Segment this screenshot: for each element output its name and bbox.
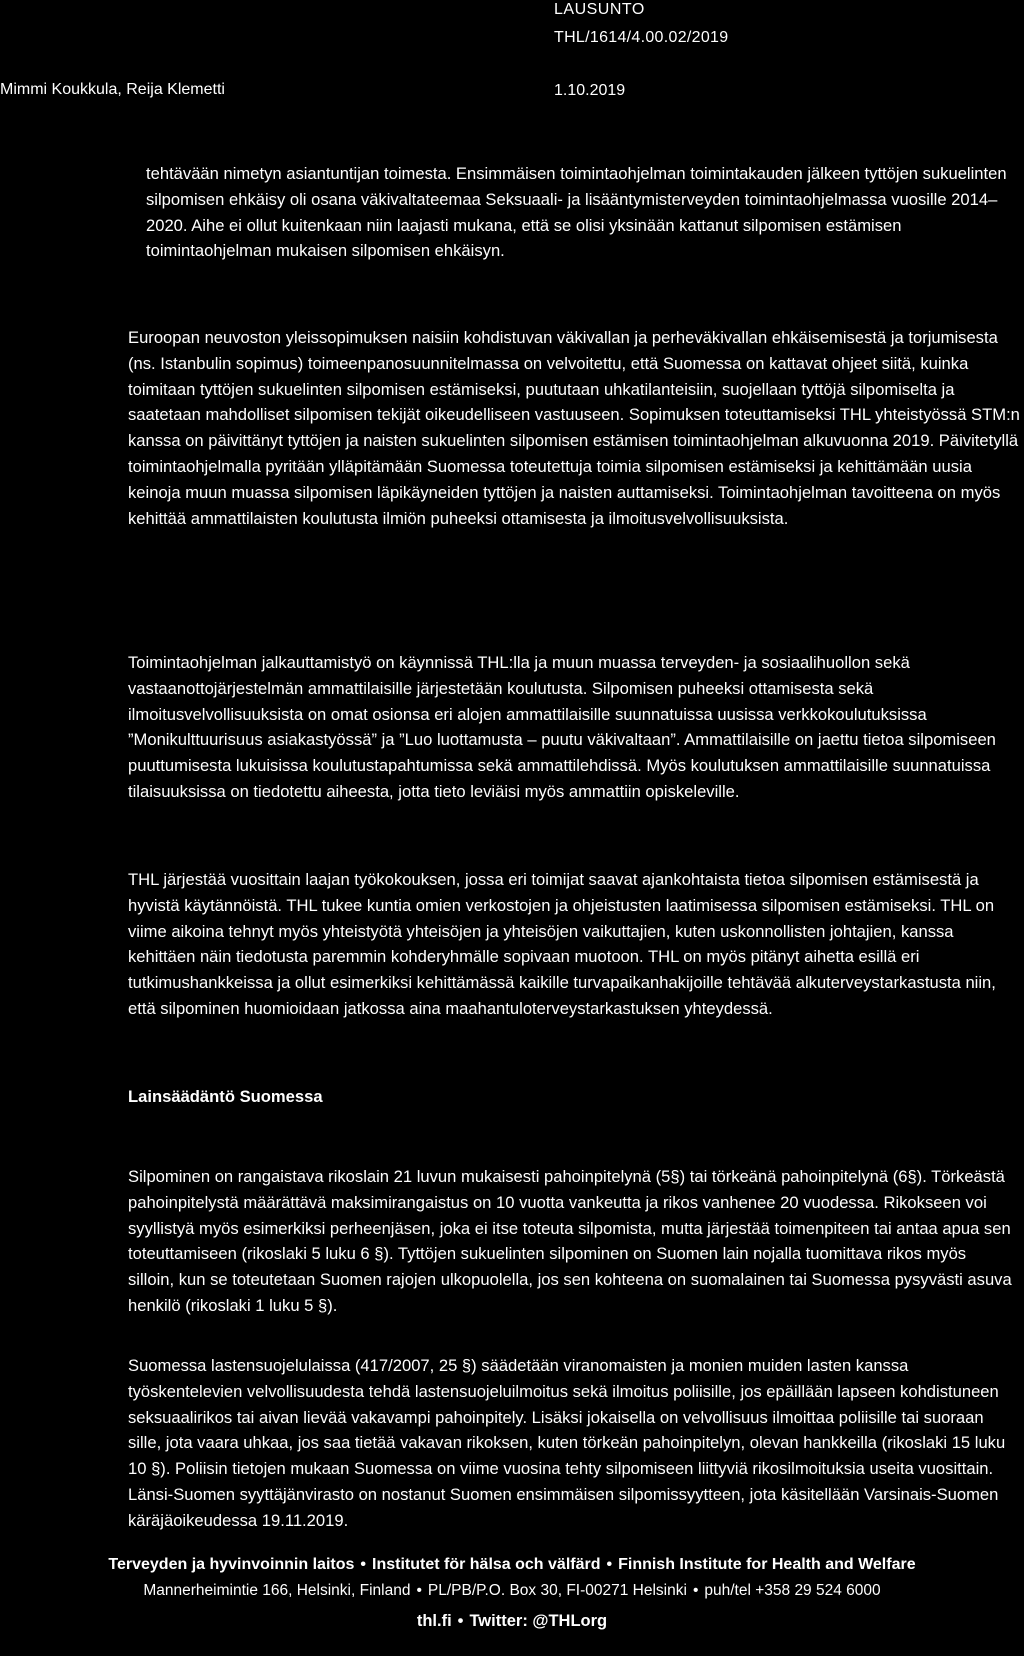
- separator: •: [457, 1612, 464, 1630]
- twitter-link[interactable]: Twitter: @THLorg: [469, 1612, 608, 1630]
- footer-web: [0, 1609, 1024, 1633]
- org-name-en: Finnish Institute for Health and Welfare: [618, 1556, 916, 1573]
- paragraph-text: Euroopan neuvoston yleissopimuksen naisiin kohdistuvan väkivallan ja perheväkivallan ehkäisemisestä ja torjumisesta (ns. Istanbulin sopimus) toimeenpanosuunnitelmassa on velvoitettu, että Suomessa on kattavat ohjeet siitä, kuinka toimitaan tyttöjen sukuelinten silpomisen estämiseksi, puututaan uhkatilanteisiin, suojellaan tyttöjä silpomiselta ja saatetaan mahdolliset silpomisen tekijät oikeudelliseen vastuuseen. Sopimuksen toteuttamiseksi THL yhteistyössä STM:n kanssa on päivittänyt tyttöjen ja naisten sukuelinten silpomisen estämisen toimintaohjelman alkuvuonna 2019. Päivitetyllä toimintaohjelmalla pyritään ylläpitämään Suomessa toteutettuja toimia silpomisen estämiseksi ja kehittämään uusia keinoja muun muassa silpomisen läpikäyneiden tyttöjen ja naisten auttamiseksi. Toimintaohjelman tavoitteena on myös kehittää ammattilaisten koulutusta ilmiön puheeksi ottamisesta ja ilmoitusvelvollisuuksista.: [128, 328, 1020, 528]
- body-paragraph: [146, 161, 1014, 264]
- paragraph-text: THL järjestää vuosittain laajan työkokouksen, jossa eri toimijat saavat ajankohtaista tietoa silpomisen estämisestä ja hyvistä käytännöistä. THL tukee kuntia omien verkostojen ja ohjeistusten laatimisessa silpomisen estämiseksi. THL on viime aikoina tehnyt myös yhteistyötä yhteisöjen ja yhteisöjen vaikuttajien, kuten uskonnollisten johtajien, kanssa kehittäen näin tiedotusta paremmin kohderyhmälle sopivaan muotoon. THL on myös pitänyt aihetta esillä eri tutkimushankkeissa ja ollut esimerkiksi kehittämässä kaikille turvapaikanhakijoille tehtävää alkuterveystarkastusta niin, että silpominen huomioidaan jatkossa aina maahantuloterveystarkastuksen yhteydessä.: [128, 870, 996, 1018]
- phone-number: puh/tel +358 29 524 6000: [704, 1582, 881, 1599]
- separator: •: [692, 1582, 699, 1599]
- street-address: Mannerheimintie 166, Helsinki, Finland: [143, 1582, 411, 1599]
- body-paragraph: [128, 650, 1020, 805]
- section-heading: Lainsäädäntö Suomessa: [128, 1087, 323, 1106]
- body-paragraph: [128, 325, 1024, 531]
- paragraph-text: Suomessa lastensuojelulaissa (417/2007, 25 §) säädetään viranomaisten ja monien muiden lasten kanssa työskentelevien velvollisuudesta tehdä lastensuojeluilmoitus sekä ilmoitus poliisille, jos epäillään lapseen kohdistuneen seksuaalirikos tai aivan lievää vakavampi pahoinpitely. Lisäksi jokaisella on velvollisuus ilmoittaa poliisille tai suoraan sille, jota vaara uhkaa, jos saa tietää vakavan rikoksen, kuten törkeän pahoinpitelyn, olevan hankkeilla (rikoslaki 15 luku 10 §). Poliisin tietojen mukaan Suomessa on viime vuosina tehty silpomiseen liittyviä rikosilmoituksia useita vuosittain. Länsi-Suomen syyttäjänvirasto on nostanut Suomen ensimmäisen silpomissyytteen, jota käsitellään Varsinais-Suomen käräjäoikeudessa 19.11.2019.: [128, 1356, 1006, 1530]
- authors: Mimmi Koukkula, Reija Klemetti: [0, 81, 225, 98]
- document-type: LAUSUNTO: [554, 1, 645, 18]
- body-paragraph: [128, 867, 1004, 1022]
- separator: •: [606, 1556, 613, 1573]
- document-date: 1.10.2019: [554, 82, 626, 99]
- separator: •: [360, 1556, 366, 1573]
- paragraph-text: Toimintaohjelman jalkauttamistyö on käynnissä THL:lla ja muun muassa terveyden- ja sosiaalihuollon sekä vastaanottojärjestelmän ammattilaisille järjestetään koulutusta. Silpomisen puheeksi ottamisesta sekä ilmoitusvelvollisuuksista on omat osionsa eri alojen ammattilaisille suunnatuissa uusissa verkkokoulutuksissa ”Monikulttuurisuus asiakastyössä” ja ”Luo luottamusta – puutu väkivaltaan”. Ammattilaisille on jaettu tietoa silpomiseen puuttumisesta lukuisissa koulutustapahtumissa sekä ammattilehdissä. Myös koulutuksen ammattilaisille suunnatuissa tilaisuuksissa on tiedotettu aiheesta, jotta tieto leviäisi myös ammattiin opiskeleville.: [128, 653, 996, 801]
- footer-organization-names: [0, 1555, 1024, 1575]
- body-paragraph: [128, 1164, 1014, 1319]
- postal-address: PL/PB/P.O. Box 30, FI-00271 Helsinki: [427, 1582, 687, 1599]
- body-paragraph: [128, 1353, 1018, 1534]
- org-name-fi: Terveyden ja hyvinvoinnin laitos: [108, 1556, 355, 1573]
- paragraph-text: tehtävään nimetyn asiantuntijan toimesta. Ensimmäisen toimintaohjelman toimintakauden jälkeen tyttöjen sukuelinten silpomisen ehkäisy oli osana väkivaltateemaa Seksuaali- ja lisääntymisterveyden toimintaohjelmassa vuosille 2014–2020. Aihe ei ollut kuitenkaan niin laajasti mukana, että se olisi yksinään kattanut silpomisen estämisen toimintaohjelman mukaisen silpomisen ehkäisyn.: [146, 164, 1007, 261]
- reference-number: THL/1614/4.00.02/2019: [554, 29, 729, 46]
- paragraph-text: Silpominen on rangaistava rikoslain 21 luvun mukaisesti pahoinpitelynä (5§) tai törkeänä pahoinpitelynä (6§). Törkeästä pahoinpitelystä määrättävä maksimirangaistus on 10 vuotta vankeutta ja rikos vanhenee 20 vuodessa. Rikokseen voi syyllistyä myös esimerkiksi perheenjäsen, joka ei itse toteuta silpomista, mutta järjestää toimenpiteen tai antaa apua sen toteuttamiseen (rikoslaki 5 luku 6 §). Tyttöjen sukuelinten silpominen on Suomen lain nojalla tuomittava rikos myös silloin, kun se toteutetaan Suomen rajojen ulkopuolella, jos sen kohteena on suomalainen tai Suomessa pysyvästi asuva henkilö (rikoslaki 1 luku 5 §).: [128, 1167, 1012, 1315]
- footer-contact: [0, 1581, 1024, 1601]
- org-name-sv: Institutet för hälsa och välfärd: [372, 1556, 601, 1573]
- website-link[interactable]: thl.fi: [416, 1612, 452, 1630]
- separator: •: [416, 1582, 422, 1599]
